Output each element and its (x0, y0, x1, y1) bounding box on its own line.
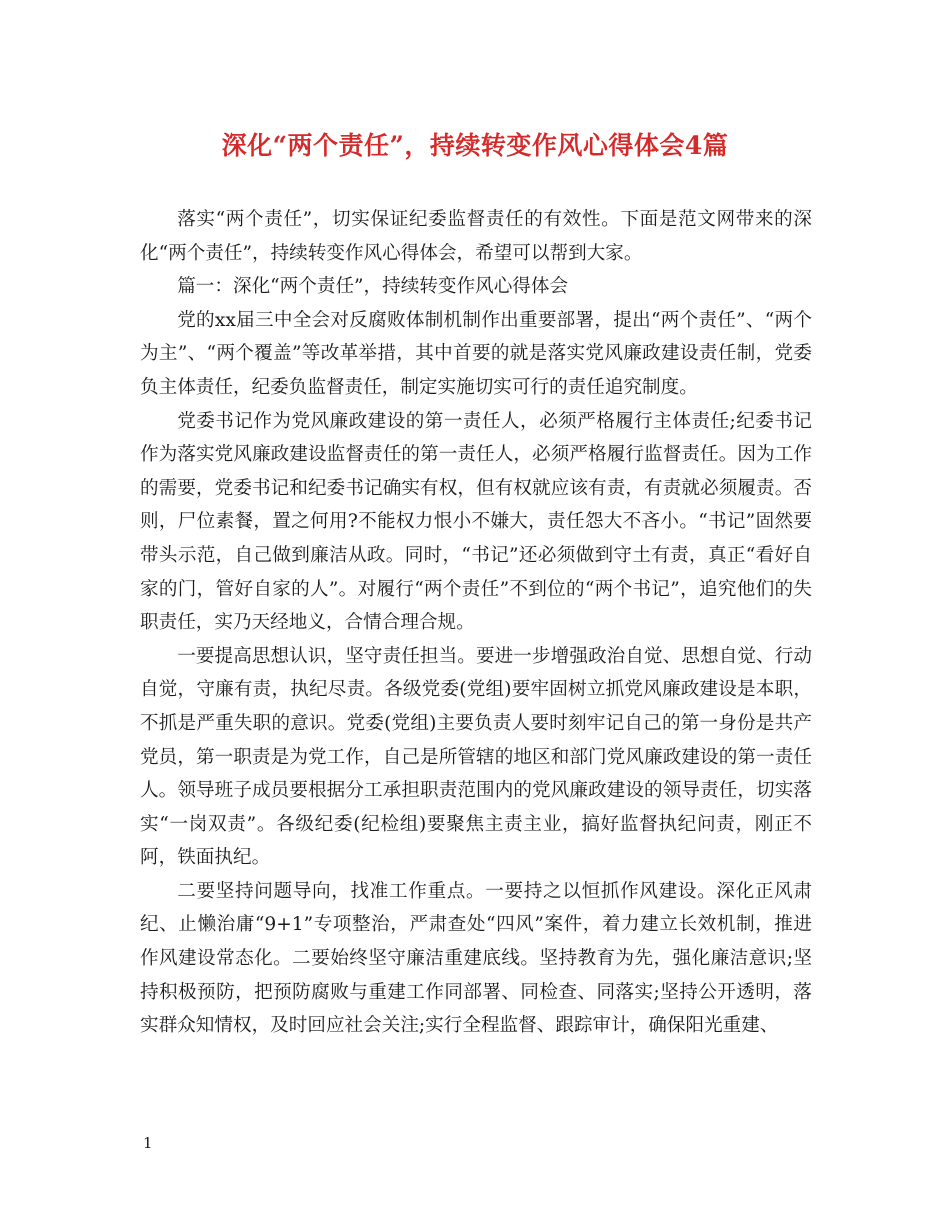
paragraph: 党委书记作为党风廉政建设的第一责任人，必须严格履行主体责任;纪委书记作为落实党风廉政建设监督责任的第一责任人，必须严格履行监督责任。因为工作的需要，党委书记和纪委书记确实有权，但有权就应该有责，有责就必须履责。否则，尸位素餐，置之何用?不能权力恨小不嫌大，责任怨大不吝小。“书记”固然要带头示范，自己做到廉洁从政。同时，“书记”还必须做到守土有责，真正“看好自家的门，管好自家的人”。对履行“两个责任”不到位的“两个书记”，追究他们的失职责任，实乃天经地义，合情合理合规。 (140, 410, 812, 634)
paragraph: 党的xx届三中全会对反腐败体制机制作出重要部署，提出“两个责任”、“两个为主”、“两个覆盖”等改革举措，其中首要的就是落实党风廉政建设责任制，党委负主体责任，纪委负监督责任，制定实施切实可行的责任追究制度。 (140, 309, 812, 398)
document-body (140, 203, 812, 1043)
document-title: 深化“两个责任”，持续转变作风心得体会4篇 (221, 131, 729, 160)
section-heading: 篇一：深化“两个责任”，持续转变作风心得体会 (177, 276, 569, 298)
paragraph-intro: 落实“两个责任”，切实保证纪委监督责任的有效性。下面是范文网带来的深化“两个责任”，持续转变作风心得体会，希望可以帮到大家。 (140, 209, 812, 264)
paragraph: 二要坚持问题导向，找准工作重点。一要持之以恒抓作风建设。深化正风肃纪、止懒治庸“9+1”专项整治，严肃查处“四风”案件，着力建立长效机制，推进作风建设常态化。二要始终坚守廉洁重建底线。坚持教育为先，强化廉洁意识;坚持积极预防，把预防腐败与重建工作同部署、同检查、同落实;坚持公开透明，落实群众知情权，及时回应社会关注;实行全程监督、跟踪审计，确保阳光重建、 (140, 880, 812, 1037)
page-number: 1 (143, 1134, 153, 1152)
paragraph: 一要提高思想认识，坚守责任担当。要进一步增强政治自觉、思想自觉、行动自觉，守廉有责，执纪尽责。各级党委(党组)要牢固树立抓党风廉政建设是本职，不抓是严重失职的意识。党委(党组)主要负责人要时刻牢记自己的第一身份是共产党员，第一职责是为党工作，自己是所管辖的地区和部门党风廉政建设的第一责任人。领导班子成员要根据分工承担职责范围内的党风廉政建设的领导责任，切实落实“一岗双责”。各级纪委(纪检组)要聚焦主责主业，搞好监督执纪问责，刚正不阿，铁面执纪。 (140, 645, 812, 869)
